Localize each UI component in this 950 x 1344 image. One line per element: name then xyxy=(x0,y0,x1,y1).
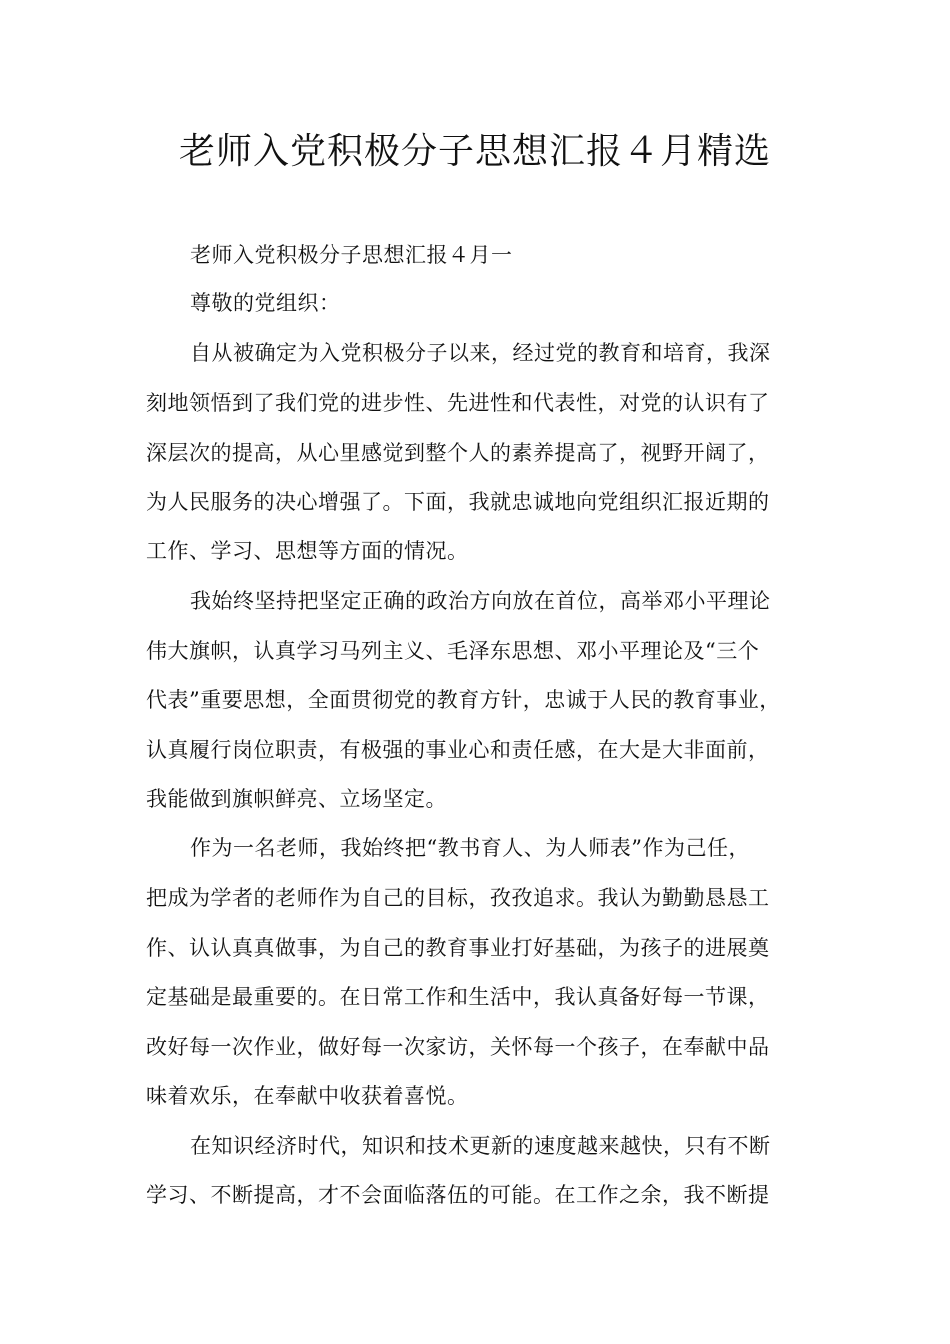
document-subtitle: 老师入党积极分子思想汇报４月一 xyxy=(190,243,513,267)
paragraph-line: 伟大旗帜，认真学习马列主义、毛泽东思想、邓小平理论及“三个 xyxy=(146,639,760,663)
paragraph-line: 定基础是最重要的。在日常工作和生活中，我认真备好每一节课， xyxy=(146,985,770,1009)
paragraph-line: 味着欢乐，在奉献中收获着喜悦。 xyxy=(146,1084,469,1108)
paragraph-line: 作、认认真真做事，为自己的教育事业打好基础，为孩子的进展奠 xyxy=(146,936,770,960)
document-title: 老师入党积极分子思想汇报４月精选 xyxy=(178,131,771,172)
paragraph-line: 我能做到旗帜鲜亮、立场坚定。 xyxy=(146,787,447,811)
paragraph-line: 改好每一次作业，做好每一次家访，关怀每一个孩子，在奉献中品 xyxy=(146,1035,770,1059)
paragraph-line: 把成为学者的老师作为自己的目标，孜孜追求。我认为勤勤恳恳工 xyxy=(146,886,770,910)
salutation: 尊敬的党组织： xyxy=(190,291,341,315)
paragraph-line: 自从被确定为入党积极分子以来，经过党的教育和培育，我深 xyxy=(190,341,771,365)
paragraph-line: 学习、不断提高，才不会面临落伍的可能。在工作之余，我不断提 xyxy=(146,1183,770,1207)
paragraph-line: 我始终坚持把坚定正确的政治方向放在首位，高举邓小平理论 xyxy=(190,589,771,613)
paragraph-line: 作为一名老师，我始终把“教书育人、为人师表”作为己任， xyxy=(190,836,750,860)
paragraph-line: 刻地领悟到了我们党的进步性、先进性和代表性，对党的认识有了 xyxy=(146,391,770,415)
paragraph-line: 认真履行岗位职责，有极强的事业心和责任感，在大是大非面前， xyxy=(146,738,770,762)
paragraph-line: 工作、学习、思想等方面的情况。 xyxy=(146,539,469,563)
paragraph-line: 代表”重要思想，全面贯彻党的教育方针，忠诚于人民的教育事业， xyxy=(146,688,781,712)
paragraph-line: 深层次的提高，从心里感觉到整个人的素养提高了，视野开阔了， xyxy=(146,441,770,465)
paragraph-line: 为人民服务的决心增强了。下面，我就忠诚地向党组织汇报近期的 xyxy=(146,490,770,514)
paragraph-line: 在知识经济时代，知识和技术更新的速度越来越快，只有不断 xyxy=(190,1134,771,1158)
